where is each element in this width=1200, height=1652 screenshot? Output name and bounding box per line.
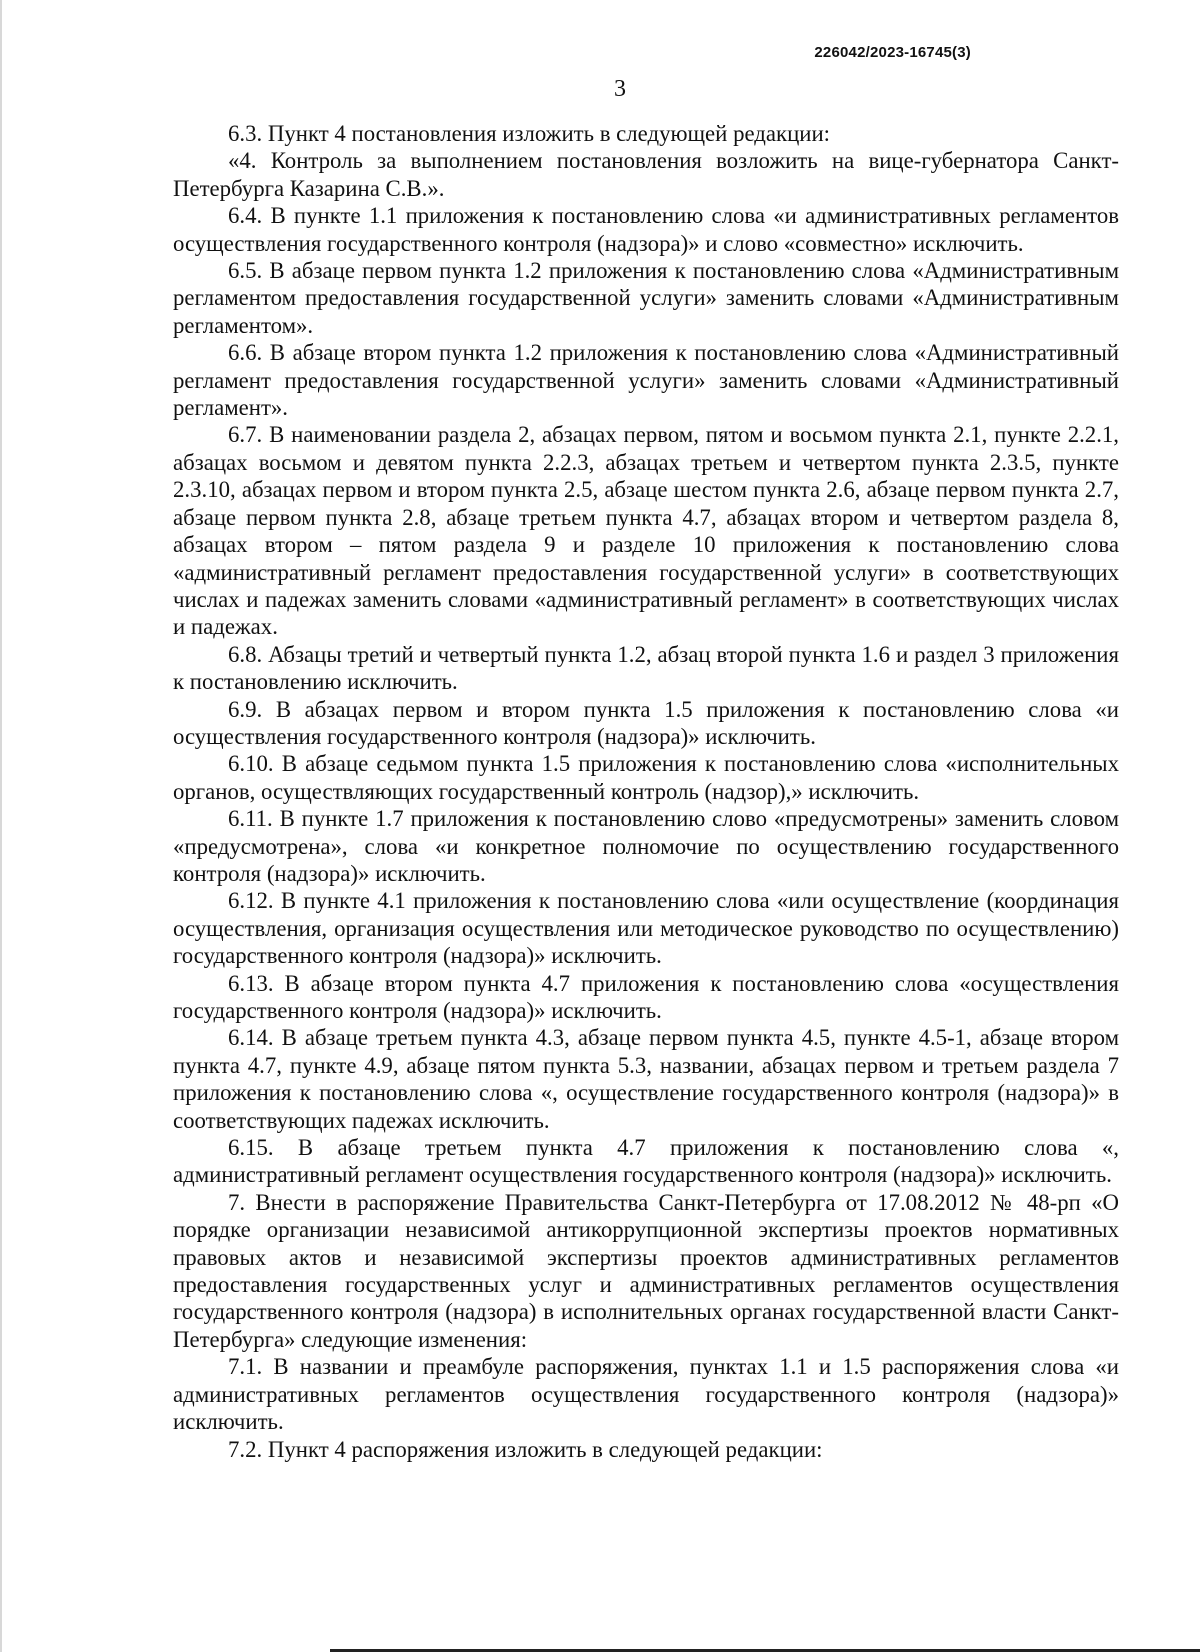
document-registration-number: 226042/2023-16745(3): [814, 44, 971, 61]
scan-left-edge: [0, 0, 2, 1652]
paragraph-6-8: 6.8. Абзацы третий и четвертый пункта 1.2, абзац второй пункта 1.6 и раздел 3 приложения к постановлению исключить.: [173, 641, 1119, 695]
paragraph-6-14: 6.14. В абзаце третьем пункта 4.3, абзаце первом пункта 4.5, пункте 4.5-1, абзаце втором пункта 4.7, пункте 4.9, абзаце пятом пункта 5.3, названии, абзацах первом и третьем раздела 7 приложения к постановлению слова «, осуществление государственного контроля (надзора)» в соответствующих падежах исключить.: [173, 1025, 1119, 1133]
paragraph-6-5: 6.5. В абзаце первом пункта 1.2 приложения к постановлению слова «Административным регламентом предоставления государственной услуги» заменить словами «Административным регламентом».: [173, 258, 1119, 338]
paragraph-6-11: 6.11. В пункте 1.7 приложения к постановлению слово «предусмотрены» заменить словом «предусмотрена», слова «и конкретное полномочие по осуществлению государственного контроля (надзора)» исключить.: [173, 806, 1119, 886]
paragraph-6-3: 6.3. Пункт 4 постановления изложить в следующей редакции:: [228, 121, 831, 146]
paragraph-6-7: 6.7. В наименовании раздела 2, абзацах первом, пятом и восьмом пункта 2.1, пункте 2.2.1, абзацах восьмом и девятом пункта 2.2.3, абзацах третьем и четвертом пункта 2.3.5, пункте 2.3.10, абзацах первом и втором пункта 2.5, абзаце шестом пункта 2.6, абзаце первом пункта 2.7, абзаце первом пункта 2.8, абзаце третьем пункта 4.7, абзацах втором и четвертом раздела 8, абзацах втором – пятом раздела 9 и разделе 10 приложения к постановлению слова «административный регламент предоставления государственной услуги» в соответствующих числах и падежах заменить словами «административный регламент» в соответствующих числах и падежах.: [173, 422, 1119, 640]
paragraph-6-9: 6.9. В абзацах первом и втором пункта 1.5 приложения к постановлению слова «и осуществления государственного контроля (надзора)» исключить.: [173, 696, 1119, 749]
paragraph-6-13: 6.13. В абзаце втором пункта 4.7 приложения к постановлению слова «осуществления государственного контроля (надзора)» исключить.: [173, 970, 1119, 1023]
page-number: 3: [614, 76, 626, 102]
paragraph-6-3-text: «4. Контроль за выполнением постановления возложить на вице-губернатора Санкт-Петербурга Казарина С.В.».: [173, 148, 1119, 201]
paragraph-7-1: 7.1. В названии и преамбуле распоряжения, пунктах 1.1 и 1.5 распоряжения слова «и административных регламентов осуществления государственного контроля (надзора)» исключить.: [173, 1354, 1119, 1435]
paragraph-6-15: 6.15. В абзаце третьем пункта 4.7 приложения к постановлению слова «, административный регламент осуществления государственного контроля (надзора)» исключить.: [173, 1135, 1119, 1188]
paragraph-6-6: 6.6. В абзаце втором пункта 1.2 приложения к постановлению слова «Административный регламент предоставления государственной услуги» заменить словами «Административный регламент».: [173, 340, 1119, 421]
paragraph-7-2: 7.2. Пункт 4 распоряжения изложить в следующей редакции:: [228, 1436, 823, 1462]
document-body: [173, 120, 1119, 1463]
paragraph-6-4: 6.4. В пункте 1.1 приложения к постановлению слова «и административных регламентов осуществления государственного контроля (надзора)» и слово «совместно» исключить.: [173, 203, 1119, 256]
paragraph-7: 7. Внести в распоряжение Правительства Санкт-Петербурга от 17.08.2012 № 48-рп «О порядке организации независимой антикоррупционной экспертизы проектов нормативных правовых актов и независимой экспертизы проектов административных регламентов предоставления государственных услуг и административных регламентов осуществления государственного контроля (надзора) в исполнительных органах государственной власти Санкт-Петербурга» следующие изменения:: [173, 1189, 1119, 1352]
paragraph-6-12: 6.12. В пункте 4.1 приложения к постановлению слова «или осуществление (координация осуществления, организация осуществления или методическое руководство по осуществлению) государственного контроля (надзора)» исключить.: [173, 888, 1119, 969]
paragraph-6-10: 6.10. В абзаце седьмом пункта 1.5 приложения к постановлению слова «исполнительных органов, осуществляющих государственный контроль (надзор),» исключить.: [173, 751, 1119, 804]
